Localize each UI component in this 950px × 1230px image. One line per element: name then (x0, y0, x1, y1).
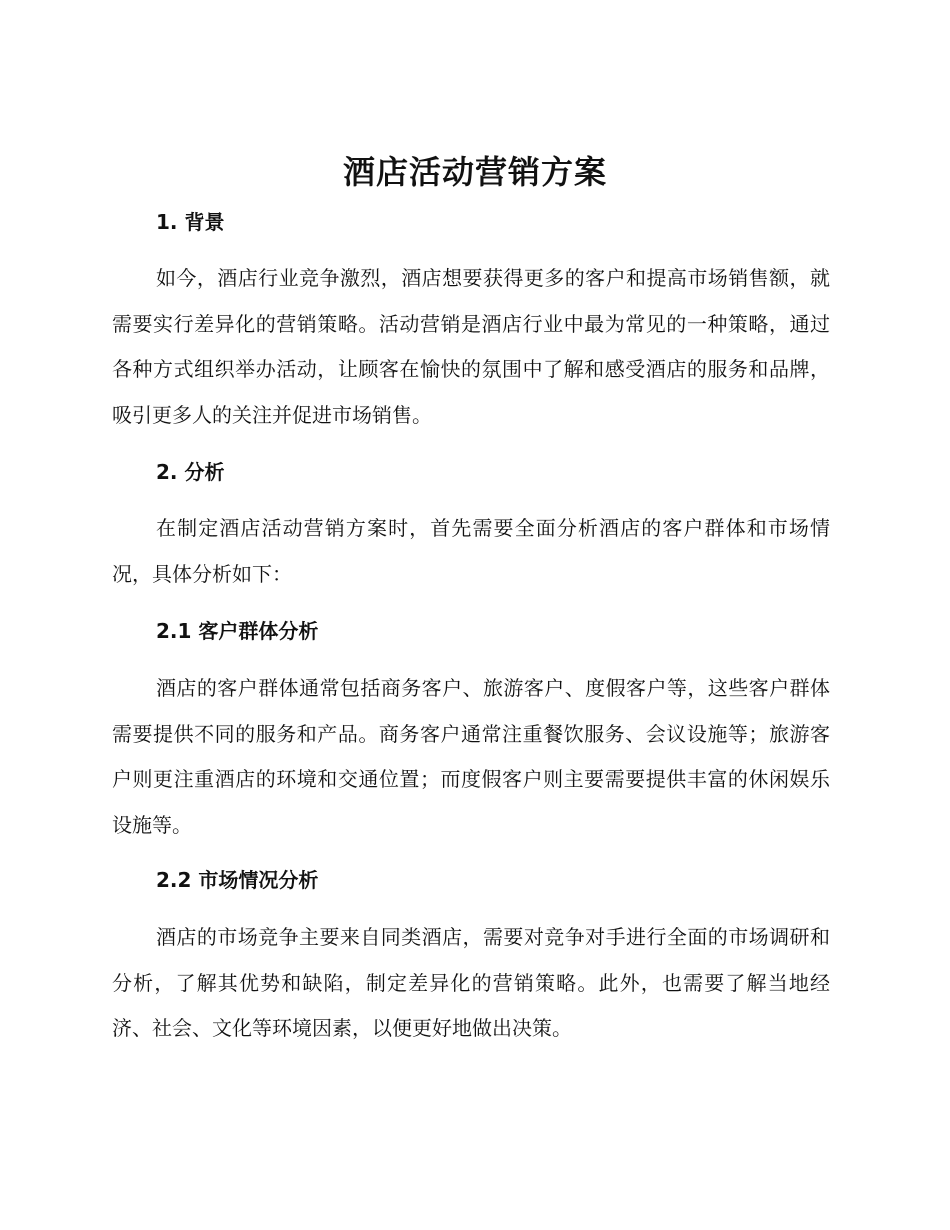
section-body-background: 如今，酒店行业竞争激烈，酒店想要获得更多的客户和提高市场销售额，就需要实行差异化的营销策略。活动营销是酒店行业中最为常见的一种策略，通过各种方式组织举办活动，让顾客在愉快的氛围中了解和感受酒店的服务和品牌，吸引更多人的关注并促进市场销售。 (112, 266, 830, 427)
document-title: 酒店活动营销方案 (342, 153, 607, 191)
section-heading-market-analysis: 2.2 市场情况分析 (156, 868, 319, 892)
section-heading-background: 1. 背景 (156, 210, 225, 234)
section-body-customer-analysis: 酒店的客户群体通常包括商务客户、旅游客户、度假客户等，这些客户群体需要提供不同的服务和产品。商务客户通常注重餐饮服务、会议设施等；旅游客户则更注重酒店的环境和交通位置；而度假客户则主要需要提供丰富的休闲娱乐设施等。 (112, 676, 830, 837)
section-heading-analysis: 2. 分析 (156, 460, 225, 484)
section-body-market-analysis: 酒店的市场竞争主要来自同类酒店，需要对竞争对手进行全面的市场调研和分析，了解其优势和缺陷，制定差异化的营销策略。此外，也需要了解当地经济、社会、文化等环境因素，以便更好地做出决策。 (112, 925, 830, 1040)
section-heading-customer-analysis: 2.1 客户群体分析 (156, 619, 319, 643)
section-body-analysis: 在制定酒店活动营销方案时，首先需要全面分析酒店的客户群体和市场情况，具体分析如下： (112, 516, 830, 586)
